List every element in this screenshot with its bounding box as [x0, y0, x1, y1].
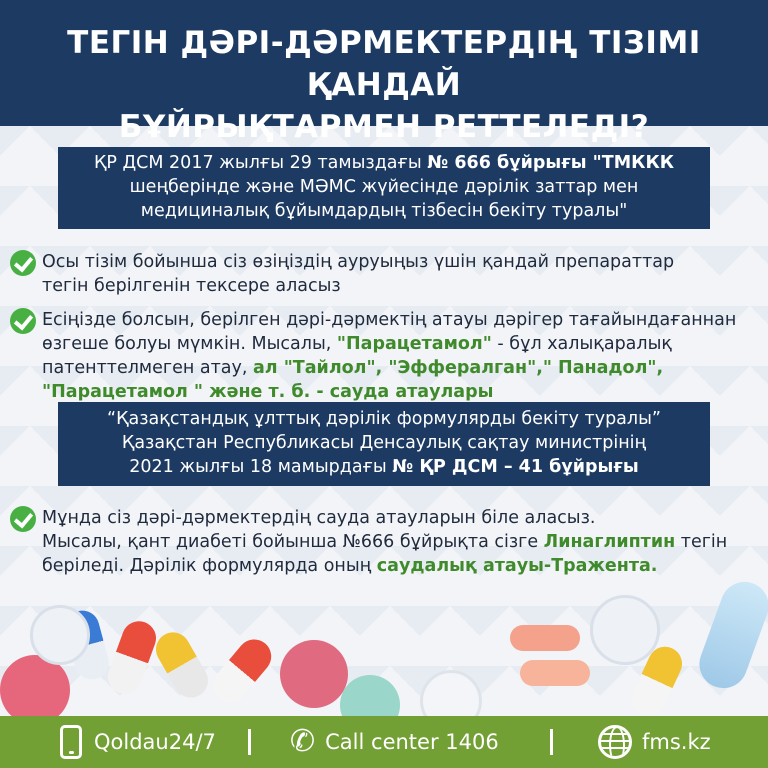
check-item-2-text — [42, 308, 760, 404]
globe-icon — [598, 725, 632, 759]
order-666-box — [58, 147, 710, 229]
capsule-5 — [510, 625, 580, 651]
check-item-3-line1: Мұнда сіз дәрі-дәрмектердің сауда атауларын біле аласыз. — [42, 508, 596, 528]
check-item-2-line2 — [42, 332, 760, 356]
check-item-2 — [10, 308, 760, 404]
order-666-date: ҚР ДСМ 2017 жылғы 29 тамыздағы — [93, 153, 428, 173]
check-item-2-line3 — [42, 356, 760, 380]
check-item-1-text — [42, 250, 760, 298]
text-segment: - бұл халықаралық — [491, 334, 672, 354]
page-title-line1: ТЕГІН ДӘРІ-ДӘРМЕКТЕРДІҢ ТІЗІМІ ҚАНДАЙ — [67, 25, 701, 103]
capsule-2 — [103, 616, 161, 698]
qoldau-label: Qoldau24/7 — [94, 730, 216, 754]
capsule-8 — [693, 575, 768, 695]
order-41-number: № ҚР ДСМ – 41 бұйрығы — [392, 457, 639, 477]
trade-names-highlight: ал "Тайлол", "Эффералган"," Панадол", — [252, 358, 664, 378]
check-item-2-line1: Есіңізде болсын, берілген дәрі-дәрмектің атауы дәрігер тағайындағаннан — [42, 310, 737, 330]
order-41-line1: “Қазақстандық ұлттық дәрілік формулярды бекіту туралы” — [107, 409, 661, 429]
pills-illustration — [0, 560, 768, 718]
linagliptin-highlight: Линаглиптин — [543, 532, 676, 552]
text-segment: тегін — [675, 532, 728, 552]
order-41-box — [58, 402, 710, 486]
check-item-1 — [10, 250, 760, 298]
phone-icon — [60, 725, 82, 759]
tablet-6 — [420, 670, 482, 718]
tablet-2 — [280, 640, 348, 708]
check-item-1-line1: Осы тізім бойынша сіз өзіңіздің ауруыңыз үшін қандай препараттар — [42, 252, 675, 272]
capsule-6 — [520, 660, 590, 686]
check-icon — [10, 250, 36, 276]
tablet-3 — [30, 605, 90, 665]
footer-separator — [550, 729, 553, 755]
order-41-line2: Қазақстан Республикасы Денсаулық сақтау министрінің — [121, 433, 647, 453]
website-label: fms.kz — [642, 730, 711, 754]
order-41-line3 — [58, 455, 710, 479]
order-666-line1 — [58, 151, 710, 175]
text-segment: өзгеше болуы мүмкін. Мысалы, — [42, 334, 337, 354]
check-icon — [10, 308, 36, 334]
text-segment: Мысалы, қант диабеті бойынша №666 бұйрықта сізге — [42, 532, 544, 552]
page-header — [0, 0, 768, 145]
page-title-line2: БҰЙРЫҚТАРМЕН РЕТТЕЛЕДІ? — [118, 109, 650, 145]
footer-qoldau[interactable] — [60, 716, 216, 768]
check-item-3-line2 — [42, 530, 760, 554]
paracetamol-highlight: "Парацетамол" — [336, 334, 492, 354]
check-icon — [10, 506, 36, 532]
paracetamol-trade-highlight: "Парацетамол " — [42, 382, 204, 402]
tablet-4 — [340, 675, 400, 718]
capsule-3 — [150, 626, 214, 704]
tablet-5 — [590, 595, 660, 665]
order-666-number: № 666 бұйрығы "ТМККК — [427, 153, 675, 173]
trajenta-highlight: саудалық атауы-Тражента. — [376, 556, 658, 576]
check-item-2-line4 — [42, 380, 760, 404]
footer-website[interactable] — [598, 716, 711, 768]
text-segment: патенттелмеген атау, — [42, 358, 253, 378]
footer-call-center[interactable] — [290, 716, 499, 768]
call-center-label: Call center 1406 — [325, 730, 499, 754]
call-icon: ✆ — [290, 724, 316, 759]
check-item-1-line2: тегін берілгенін тексере аласыз — [42, 276, 341, 296]
footer-bar — [0, 716, 768, 768]
trade-names-suffix: және т. б. - сауда атаулары — [203, 382, 494, 402]
order-41-date: 2021 жылғы 18 мамырдағы — [129, 457, 393, 477]
text-segment: беріледі. Дәрілік формулярда оның — [42, 556, 377, 576]
order-666-line3: медициналық бұйымдардың тізбесін бекіту туралы" — [140, 201, 628, 221]
capsule-4 — [206, 632, 278, 709]
footer-separator — [248, 729, 251, 755]
order-666-line2: шеңберінде және МӘМС жүйесінде дәрілік заттар мен — [129, 177, 639, 197]
